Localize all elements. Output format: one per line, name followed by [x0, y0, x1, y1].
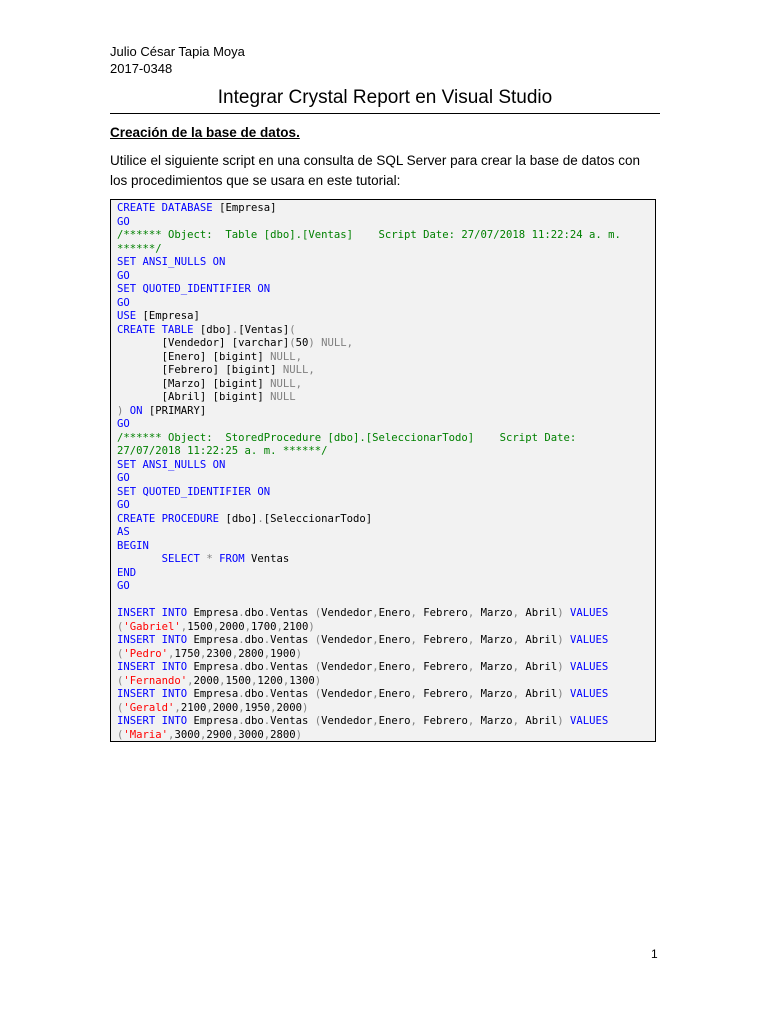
code-token: , [174, 701, 181, 714]
section-heading: Creación de la base de datos. [110, 125, 300, 140]
code-token: Vendedor [321, 634, 373, 646]
code-token: 3000 [238, 728, 264, 741]
code-token: NULL, [282, 364, 315, 376]
code-token: . [231, 323, 239, 336]
code-token: CREATE PROCEDURE [117, 512, 226, 525]
code-token: 'Pedro' [123, 647, 169, 660]
code-token: 2000 [212, 701, 239, 714]
code-token: ( [314, 634, 322, 646]
code-token: [Empresa] [142, 310, 200, 322]
code-token: GO [117, 580, 130, 592]
code-token: . [238, 688, 245, 700]
code-token: ) [557, 661, 570, 673]
code-token: VALUES [569, 607, 609, 619]
code-token: AS [117, 526, 130, 538]
code-token: GO [117, 296, 130, 309]
document-title: Integrar Crystal Report en Visual Studio [217, 87, 553, 108]
code-token: Vendedor [321, 661, 373, 673]
code-token [117, 594, 130, 606]
code-token: , [467, 715, 481, 727]
code-line [117, 472, 621, 486]
code-token: ( [117, 674, 124, 687]
code-token: ( [314, 607, 322, 619]
code-token: SET ANSI_NULLS ON [117, 458, 226, 471]
code-token: Febrero [423, 688, 468, 700]
code-token: Ventas [270, 661, 315, 673]
code-line [117, 486, 621, 500]
code-token: Empresa [193, 688, 239, 700]
code-token: Febrero [423, 634, 468, 646]
code-token: ) [557, 688, 570, 700]
code-token: . [263, 661, 271, 673]
code-token: ) [308, 620, 315, 633]
code-token: , [231, 728, 239, 741]
code-token: Ventas [270, 634, 315, 646]
code-token: 27/07/2018 11:22:25 a. m. ******/ [117, 445, 328, 457]
code-token: dbo [244, 634, 264, 646]
code-token: , [512, 634, 526, 646]
code-token: 'Gabriel' [123, 620, 181, 633]
code-token: . [238, 661, 245, 673]
code-line [117, 297, 621, 311]
code-token: [Febrero] [bigint] [117, 364, 283, 376]
code-token: , [467, 688, 481, 700]
code-token: 2800 [238, 647, 264, 660]
code-token: Ventas [270, 607, 315, 619]
code-token: * [206, 553, 220, 565]
code-token: Enero [378, 688, 411, 700]
code-token: [Ventas] [238, 323, 290, 336]
code-token: 1750 [174, 647, 200, 660]
code-token: Marzo [480, 661, 513, 673]
code-token: NULL [270, 391, 296, 403]
code-token: ******/ [117, 242, 162, 255]
code-token: , [372, 634, 379, 646]
code-line [117, 216, 621, 230]
code-token: VALUES [569, 688, 609, 700]
code-token: USE [117, 310, 143, 322]
code-line [117, 621, 621, 635]
code-token: Marzo [480, 688, 513, 700]
code-token: Enero [378, 607, 411, 619]
code-token: Abril [525, 607, 558, 619]
code-token: . [238, 715, 245, 727]
code-token: NULL, [270, 350, 302, 363]
code-token: ( [314, 715, 322, 727]
code-token: ) [557, 634, 570, 646]
code-line [117, 729, 621, 743]
code-token: GO [117, 269, 130, 282]
code-line [117, 337, 621, 351]
code-token: Febrero [423, 607, 468, 619]
code-token: [dbo] [225, 512, 258, 525]
code-token: 50 [295, 337, 309, 349]
code-line [117, 418, 621, 432]
code-token: , [512, 607, 526, 619]
intro-paragraph [110, 151, 665, 191]
code-token: GO [117, 215, 130, 228]
code-token: , [199, 647, 207, 660]
code-token: , [372, 607, 379, 619]
code-token: Febrero [423, 661, 468, 673]
code-line [117, 607, 621, 621]
code-token: , [168, 728, 175, 741]
author-id: 2017-0348 [110, 61, 173, 76]
sql-code-block [110, 199, 656, 742]
code-token: CREATE DATABASE [117, 202, 220, 214]
code-line [117, 702, 621, 716]
code-token: INSERT INTO [117, 688, 194, 700]
code-token: , [276, 620, 283, 633]
code-token: [PRIMARY] [148, 404, 207, 417]
code-line [117, 675, 621, 689]
code-token: Abril [525, 688, 558, 700]
code-token: 2800 [270, 728, 296, 741]
code-token: dbo [244, 661, 264, 673]
code-token: INSERT INTO [117, 607, 194, 619]
author-name: Julio César Tapia Moya [110, 44, 245, 59]
code-token: 2000 [219, 620, 245, 633]
code-token: ) [557, 715, 570, 727]
code-token: END [117, 566, 137, 579]
code-line [117, 283, 621, 297]
code-token: dbo [244, 688, 264, 700]
code-token: Vendedor [321, 688, 373, 700]
code-line [117, 378, 621, 392]
code-token: Empresa [193, 634, 239, 646]
code-token: , [410, 607, 424, 619]
code-token: VALUES [569, 634, 609, 646]
code-token: Ventas [270, 715, 315, 727]
code-token: ) [295, 728, 303, 741]
code-token: VALUES [569, 661, 609, 673]
code-token: dbo [244, 607, 264, 619]
code-token: SET ANSI_NULLS ON [117, 256, 226, 268]
code-token: Abril [525, 715, 558, 727]
code-token: Abril [525, 634, 558, 646]
code-line [117, 513, 621, 527]
code-token: ( [314, 661, 322, 673]
code-token: ( [289, 323, 296, 336]
code-token: , [231, 647, 239, 660]
code-line [117, 351, 621, 365]
code-token: 1300 [289, 674, 315, 687]
code-token: ) [557, 607, 570, 619]
code-token: [SeleccionarTodo] [263, 512, 373, 525]
code-token: 2300 [206, 647, 232, 660]
title-underline [110, 113, 660, 114]
code-token: 1200 [257, 674, 283, 687]
code-token: Vendedor [321, 607, 373, 619]
code-token: , [372, 688, 379, 700]
code-token: 'Gerald' [123, 701, 175, 714]
code-token: . [238, 634, 245, 646]
code-token: BEGIN [117, 539, 149, 552]
code-line [117, 270, 621, 284]
code-line [117, 661, 621, 675]
code-token: , [270, 701, 277, 714]
code-token: VALUES [569, 715, 609, 727]
code-token: , [410, 715, 424, 727]
code-token: 2000 [276, 701, 303, 714]
code-token: 1500 [187, 620, 213, 633]
code-token: , [238, 701, 245, 714]
code-token: ) NULL, [308, 337, 354, 349]
code-token: /****** Object: StoredProcedure [dbo].[SeleccionarTodo] Script Date: [117, 431, 577, 444]
code-token: , [263, 728, 271, 741]
code-token: , [206, 701, 213, 714]
code-token: . [263, 634, 271, 646]
code-token: Enero [378, 715, 411, 727]
code-token: CREATE TABLE [117, 323, 200, 336]
code-token: , [180, 620, 188, 633]
code-token: , [168, 647, 175, 660]
code-token: , [512, 661, 526, 673]
code-token: , [467, 607, 481, 619]
code-line [117, 526, 621, 540]
code-token: INSERT INTO [117, 661, 194, 673]
code-token: . [263, 688, 271, 700]
code-token: , [212, 620, 220, 633]
code-token: . [238, 607, 245, 619]
code-token: Enero [378, 661, 411, 673]
code-line [117, 243, 621, 257]
code-token: , [410, 661, 424, 673]
code-line [117, 405, 621, 419]
code-token: , [467, 661, 481, 673]
code-line [117, 445, 621, 459]
code-token: [Abril] [bigint] [117, 391, 271, 403]
code-token: ( [289, 337, 296, 349]
code-line [117, 391, 621, 405]
code-token: 2100 [180, 701, 207, 714]
code-token: GO [117, 499, 130, 511]
code-token: , [372, 715, 379, 727]
code-token: SELECT [161, 553, 207, 565]
code-token: ) [314, 674, 322, 687]
code-token: [Enero] [bigint] [117, 350, 271, 363]
code-token: Enero [378, 634, 411, 646]
code-token: , [512, 688, 526, 700]
code-token: SET QUOTED_IDENTIFIER ON [117, 485, 271, 498]
sql-code [117, 202, 621, 742]
code-token: 2000 [193, 674, 220, 687]
code-token: Empresa [193, 661, 239, 673]
code-line [117, 688, 621, 702]
code-token: ) [117, 404, 130, 417]
code-line [117, 432, 621, 446]
code-token: , [263, 647, 271, 660]
code-token: ( [117, 620, 124, 633]
code-token: , [512, 715, 526, 727]
code-token [117, 553, 162, 565]
code-line [117, 634, 621, 648]
code-token: , [467, 634, 481, 646]
code-token: Marzo [480, 634, 513, 646]
code-token: 'Fernando' [123, 674, 188, 687]
intro-line-2: los procedimientos que se usara en este tutorial: [110, 173, 401, 188]
code-token: , [282, 674, 290, 687]
code-line [117, 567, 621, 581]
code-token: , [372, 661, 379, 673]
code-token: Ventas [270, 688, 315, 700]
code-token: 1950 [244, 701, 271, 714]
code-token: Febrero [423, 715, 468, 727]
code-token: ON [129, 404, 149, 417]
code-line [117, 256, 621, 270]
code-line [117, 310, 621, 324]
code-token: ) [295, 647, 303, 660]
code-token: Empresa [193, 607, 239, 619]
code-token: [Marzo] [bigint] [117, 377, 271, 390]
code-token: NULL, [270, 377, 302, 390]
code-token: 1500 [225, 674, 251, 687]
code-token: GO [117, 472, 130, 484]
code-token: SET QUOTED_IDENTIFIER ON [117, 283, 271, 295]
code-line [117, 553, 621, 567]
code-token: , [410, 634, 424, 646]
author-block [110, 43, 245, 77]
code-token: , [250, 674, 258, 687]
code-token: ( [117, 701, 124, 714]
code-token: Ventas [250, 553, 290, 565]
code-line [117, 648, 621, 662]
code-token: /****** Object: Table [dbo].[Ventas] Script Date: 27/07/2018 11:22:24 a. m. [117, 229, 621, 241]
code-line [117, 715, 621, 729]
code-token: , [410, 688, 424, 700]
code-token: [Vendedor] [varchar] [117, 337, 290, 349]
code-token: 'Maria' [123, 728, 169, 741]
code-token: ( [117, 647, 124, 660]
code-token: ( [314, 688, 322, 700]
code-line [117, 540, 621, 554]
code-line [117, 594, 621, 608]
code-token: ( [117, 728, 124, 741]
code-token: INSERT INTO [117, 634, 194, 646]
code-token: [Empresa] [219, 202, 277, 214]
code-token: Vendedor [321, 715, 373, 727]
code-token: dbo [244, 715, 264, 727]
code-token: FROM [219, 553, 251, 565]
code-token: 1900 [270, 647, 296, 660]
code-token: Marzo [480, 715, 513, 727]
code-token: , [199, 728, 207, 741]
code-line [117, 324, 621, 338]
code-token: Marzo [480, 607, 513, 619]
code-token: 2100 [282, 620, 309, 633]
code-line [117, 459, 621, 473]
code-token: ) [302, 701, 309, 714]
code-token: , [187, 674, 194, 687]
code-token: . [263, 715, 271, 727]
intro-line-1: Utilice el siguiente script en una consulta de SQL Server para crear la base de datos con [110, 153, 641, 168]
code-token: , [219, 674, 226, 687]
code-token: INSERT INTO [117, 715, 194, 727]
code-token: . [257, 512, 264, 525]
code-line [117, 580, 621, 594]
code-line [117, 364, 621, 378]
code-token: Abril [525, 661, 558, 673]
code-token: . [263, 607, 271, 619]
page-number: 1 [651, 947, 658, 961]
code-line [117, 499, 621, 513]
code-token: Empresa [193, 715, 239, 727]
code-token: , [244, 620, 251, 633]
code-token: [dbo] [199, 323, 232, 336]
code-line [117, 229, 621, 243]
code-line [117, 202, 621, 216]
code-token: 2900 [206, 728, 232, 741]
code-token: GO [117, 418, 130, 430]
code-token: 3000 [174, 728, 200, 741]
code-token: 1700 [251, 620, 277, 633]
